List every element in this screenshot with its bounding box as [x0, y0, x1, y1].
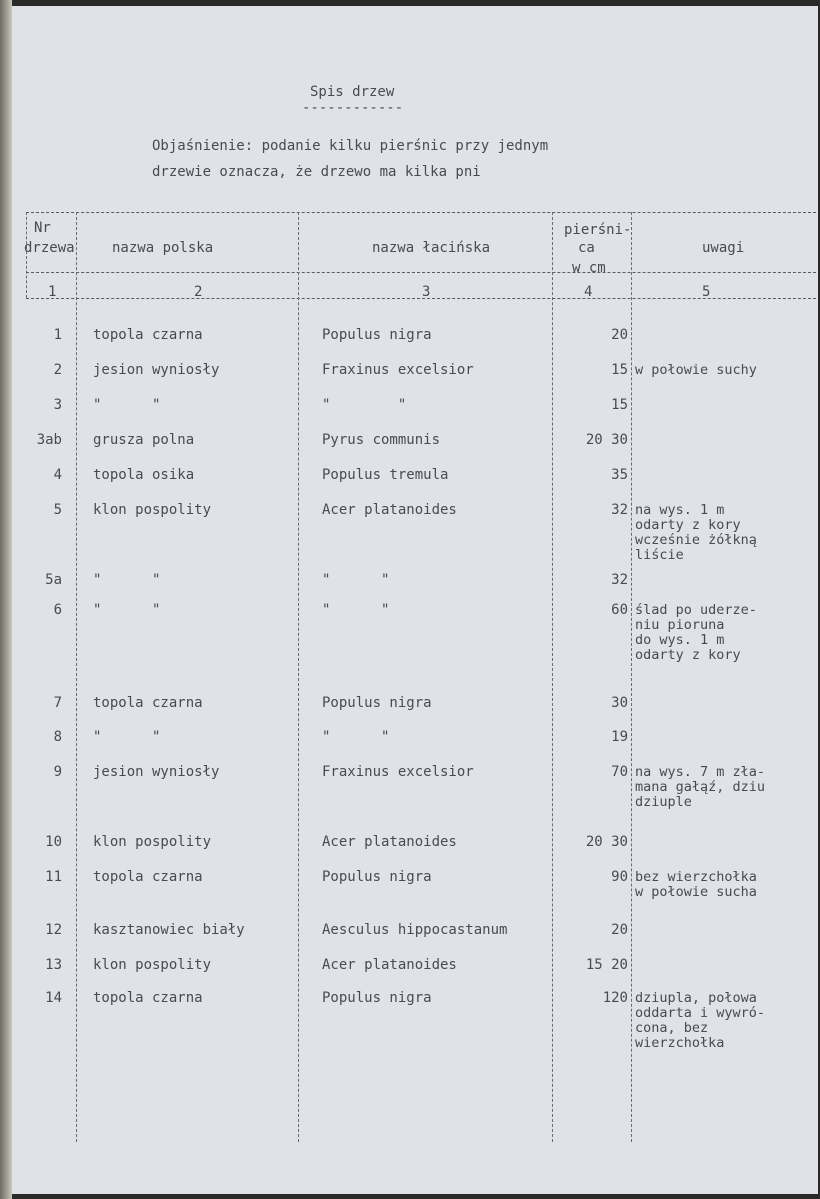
polish-name: topola czarna	[93, 695, 203, 711]
column-divider	[552, 212, 553, 1142]
diameter: 20	[611, 327, 628, 343]
latin-name: Pyrus communis	[322, 432, 441, 448]
tree-number: 4	[53, 467, 62, 483]
polish-name: " "	[93, 397, 161, 413]
column-number: 2	[194, 284, 203, 300]
diameter: 60	[611, 602, 628, 618]
column-divider	[298, 212, 299, 1142]
latin-name: Populus nigra	[322, 990, 432, 1006]
remark-line: ślad po uderze-	[635, 602, 757, 618]
tree-number: 11	[45, 869, 62, 885]
remark-line: cona, bez	[635, 1020, 709, 1036]
latin-name: Acer platanoides	[322, 957, 457, 973]
tree-number: 9	[53, 764, 62, 780]
column-divider	[76, 212, 77, 1142]
header-rule	[26, 272, 816, 273]
tree-number: 1	[53, 327, 62, 343]
page-edge	[0, 0, 12, 1199]
latin-name: Populus nigra	[322, 869, 432, 885]
diameter: 90	[611, 869, 628, 885]
latin-name: Fraxinus excelsior	[322, 764, 474, 780]
latin-name: " "	[322, 729, 390, 745]
polish-name: topola osika	[93, 467, 195, 483]
remark-line: oddarta i wywró-	[635, 1005, 766, 1021]
tree-number: 5a	[45, 572, 62, 588]
tree-number: 3ab	[36, 432, 62, 448]
diameter: 15	[611, 397, 628, 413]
tree-number: 6	[53, 602, 62, 618]
table-top-rule	[26, 212, 816, 213]
tree-number: 10	[45, 834, 62, 850]
tree-number: 14	[45, 990, 62, 1006]
polish-name: " "	[93, 572, 161, 588]
diameter: 30	[611, 695, 628, 711]
tree-number: 13	[45, 957, 62, 973]
diameter: 32	[611, 572, 628, 588]
remark-line: na wys. 7 m zła-	[635, 764, 766, 780]
diameter: 20 30	[585, 834, 628, 850]
note-line-1: Objaśnienie: podanie kilku pierśnic przy jednym	[152, 138, 549, 154]
title-underline: ------------	[302, 100, 404, 116]
polish-name: jesion wyniosły	[93, 764, 220, 780]
remark-line: odarty z kory	[635, 517, 741, 533]
latin-name: Aesculus hippocastanum	[322, 922, 508, 938]
diameter: 15 20	[585, 957, 628, 973]
diameter: 20 30	[585, 432, 628, 448]
header-polish-name: nazwa polska	[112, 240, 214, 256]
latin-name: Acer platanoides	[322, 502, 457, 518]
column-number: 4	[584, 284, 593, 300]
latin-name: Populus tremula	[322, 467, 449, 483]
polish-name: " "	[93, 602, 161, 618]
remark-line: odarty z kory	[635, 647, 741, 663]
latin-name: " "	[322, 397, 407, 413]
latin-name: Populus nigra	[322, 327, 432, 343]
header-nr-2: drzewa	[24, 240, 75, 256]
diameter: 19	[611, 729, 628, 745]
header-diameter: pierśni-	[564, 222, 632, 238]
column-number: 5	[702, 284, 711, 300]
polish-name: grusza polna	[93, 432, 195, 448]
header-nr: Nr	[34, 220, 51, 236]
column-number: 3	[422, 284, 431, 300]
page-title: Spis drzew	[310, 84, 395, 100]
diameter: 15	[611, 362, 628, 378]
polish-name: topola czarna	[93, 990, 203, 1006]
diameter: 32	[611, 502, 628, 518]
tree-number: 12	[45, 922, 62, 938]
remark-line: na wys. 1 m	[635, 502, 725, 518]
remark-line: do wys. 1 m	[635, 632, 725, 648]
document-page	[12, 6, 818, 1194]
tree-number: 3	[53, 397, 62, 413]
remark-line: wcześnie żółkną	[635, 532, 757, 548]
header-diameter-3: w cm	[572, 260, 606, 276]
latin-name: " "	[322, 602, 390, 618]
diameter: 70	[611, 764, 628, 780]
remark-line: w połowie sucha	[635, 884, 757, 900]
polish-name: jesion wyniosły	[93, 362, 220, 378]
latin-name: Acer platanoides	[322, 834, 457, 850]
remark-line: dziuple	[635, 794, 692, 810]
latin-name: Fraxinus excelsior	[322, 362, 474, 378]
tree-number: 5	[53, 502, 62, 518]
remark-line: w połowie suchy	[635, 362, 757, 378]
diameter: 35	[611, 467, 628, 483]
tree-number: 2	[53, 362, 62, 378]
polish-name: klon pospolity	[93, 957, 212, 973]
latin-name: " "	[322, 572, 390, 588]
diameter: 120	[602, 990, 628, 1006]
remark-line: bez wierzchołka	[635, 869, 757, 885]
header-remarks: uwagi	[702, 240, 745, 256]
tree-number: 8	[53, 729, 62, 745]
remark-line: dziupla, połowa	[635, 990, 757, 1006]
remark-line: wierzchołka	[635, 1035, 725, 1051]
remark-line: niu pioruna	[635, 617, 725, 633]
polish-name: topola czarna	[93, 327, 203, 343]
column-number: 1	[48, 284, 57, 300]
column-number-rule	[26, 298, 816, 299]
polish-name: kasztanowiec biały	[93, 922, 245, 938]
polish-name: klon pospolity	[93, 502, 212, 518]
polish-name: topola czarna	[93, 869, 203, 885]
diameter: 20	[611, 922, 628, 938]
header-diameter-2: ca	[578, 240, 595, 256]
header-latin-name: nazwa łacińska	[372, 240, 491, 256]
note-line-2: drzewie oznacza, że drzewo ma kilka pni	[152, 164, 481, 180]
remark-line: mana gałąź, dziu	[635, 779, 766, 795]
column-divider	[631, 212, 632, 1142]
remark-line: liście	[635, 547, 684, 563]
polish-name: klon pospolity	[93, 834, 212, 850]
polish-name: " "	[93, 729, 161, 745]
latin-name: Populus nigra	[322, 695, 432, 711]
tree-number: 7	[53, 695, 62, 711]
